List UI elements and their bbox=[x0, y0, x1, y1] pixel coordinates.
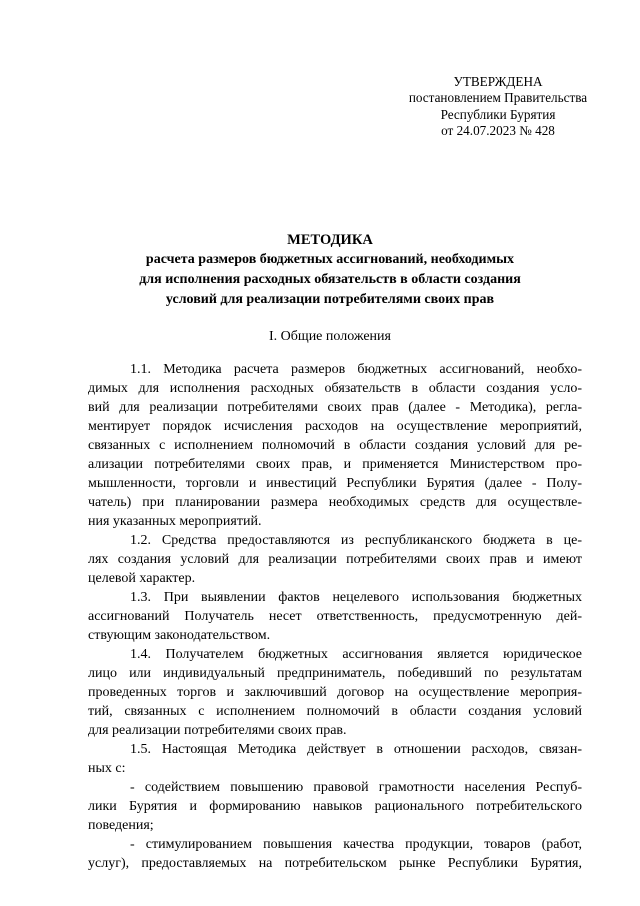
paragraph-line: поведения; bbox=[88, 818, 154, 833]
paragraph-line: димых для исполнения расходных обязательств в области создания усло- bbox=[88, 381, 582, 396]
paragraph-line: тий, связанных с исполнением полномочий в области создания условий bbox=[88, 704, 582, 719]
approval-line: постановлением Правительства bbox=[408, 90, 588, 106]
section-heading: I. Общие положения bbox=[269, 329, 391, 344]
paragraph-line: связанных с исполнением полномочий в области создания условий для ре- bbox=[88, 438, 582, 453]
approval-line: Республики Бурятия bbox=[440, 106, 556, 122]
title-line: МЕТОДИКА bbox=[287, 232, 373, 248]
paragraph-line: 1.3. При выявлении фактов нецелевого использования бюджетных bbox=[130, 590, 582, 605]
title-line: расчета размеров бюджетных ассигнований, необходимых bbox=[145, 252, 515, 267]
approval-line: УТВЕРЖДЕНА bbox=[453, 74, 543, 89]
paragraph-line: целевой характер. bbox=[88, 571, 196, 586]
body-text bbox=[88, 360, 582, 873]
paragraph-line: - содействием повышению правовой грамотности населения Респуб- bbox=[130, 780, 582, 795]
title-line: условий для реализации потребителями своих прав bbox=[165, 292, 495, 307]
paragraph-line: ассигнований Получатель несет ответственность, предусмотренную дей- bbox=[88, 609, 582, 624]
paragraph-line: услуг), предоставляемых на потребительском рынке Республики Бурятия, bbox=[88, 856, 582, 871]
paragraph-line: проведенных торгов и заключивший договор на осуществление мероприя- bbox=[88, 685, 582, 700]
paragraph-line: 1.1. Методика расчета размеров бюджетных ассигнований, необхо- bbox=[130, 362, 582, 377]
paragraph-line: 1.5. Настоящая Методика действует в отношении расходов, связан- bbox=[130, 742, 582, 757]
paragraph-line: лях создания условий для реализации потребителями своих прав и имеют bbox=[88, 552, 582, 567]
paragraph-line: ментирует порядок исчисления расходов на осуществление мероприятий, bbox=[88, 419, 582, 434]
paragraph-line: лицо или индивидуальный предприниматель, победивший по результатам bbox=[88, 666, 582, 681]
paragraph-line: чатель) при планировании размера необходимых средств для осуществле- bbox=[88, 495, 582, 510]
paragraph-line: мышленности, торговли и инвестиций Республики Бурятия (далее - Полу- bbox=[88, 476, 582, 491]
paragraph-line: 1.4. Получателем бюджетных ассигнования является юридическое bbox=[130, 647, 582, 662]
approval-line: от 24.07.2023 № 428 bbox=[441, 122, 555, 138]
paragraph-line: ализации потребителями своих прав, и применяется Министерством про- bbox=[88, 457, 582, 472]
paragraph-line: ствующим законодательством. bbox=[88, 628, 271, 643]
paragraph-line: 1.2. Средства предоставляются из республиканского бюджета в це- bbox=[130, 533, 582, 548]
paragraph-line: ния указанных мероприятий. bbox=[88, 514, 262, 529]
paragraph-line: лики Бурятия и формированию навыков рационального потребительского bbox=[88, 799, 582, 814]
paragraph-line: ных с: bbox=[88, 761, 126, 776]
paragraph-line: для реализации потребителями своих прав. bbox=[88, 723, 347, 738]
approval-stamp bbox=[398, 74, 598, 139]
title-line: для исполнения расходных обязательств в области создания bbox=[139, 272, 521, 287]
paragraph-line: вий для реализации потребителями своих прав (далее - Методика), регла- bbox=[88, 400, 582, 415]
document-title bbox=[60, 230, 600, 310]
paragraph-line: - стимулированием повышения качества продукции, товаров (работ, bbox=[130, 837, 582, 852]
